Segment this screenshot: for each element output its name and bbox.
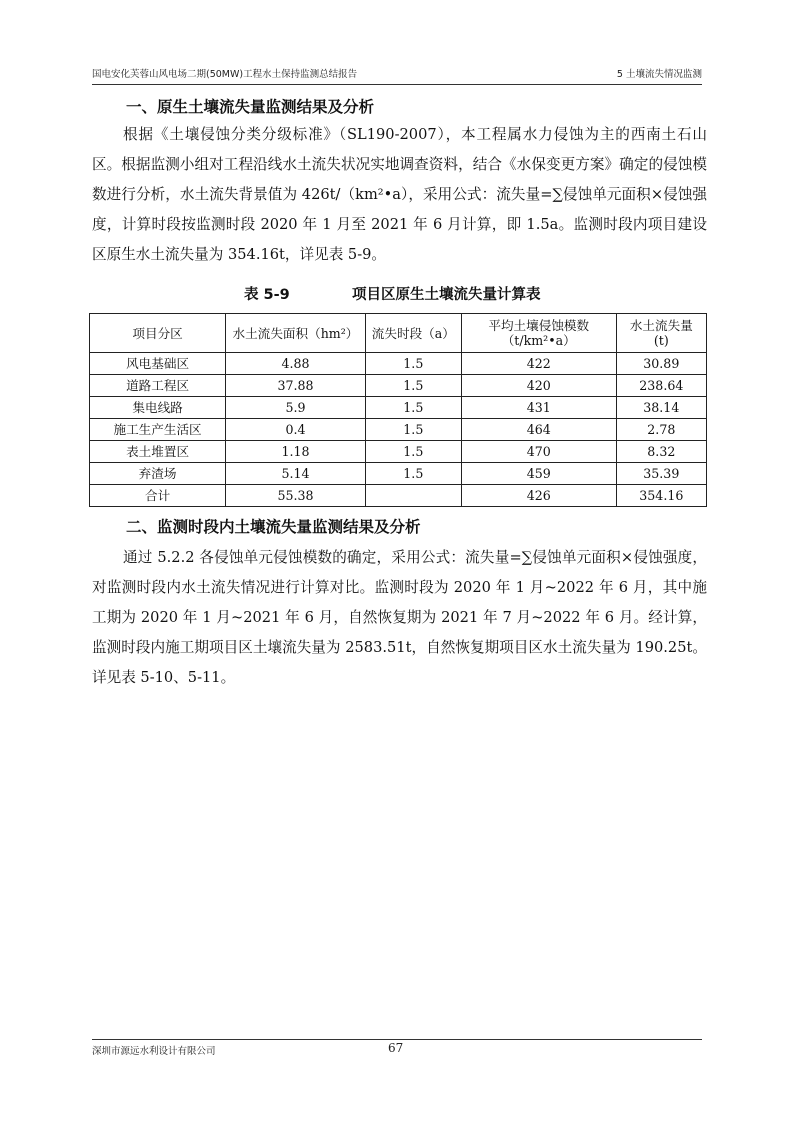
header-modulus bbox=[461, 314, 616, 353]
cell-area: 4.88 bbox=[226, 353, 366, 375]
header-rule bbox=[92, 84, 702, 85]
cell-area: 0.4 bbox=[226, 419, 366, 441]
soil-loss-table bbox=[89, 313, 707, 507]
table-caption-number: 表 5-9 bbox=[244, 287, 290, 303]
cell-loss: 8.32 bbox=[616, 441, 706, 463]
cell-zone: 风电基础区 bbox=[90, 353, 226, 375]
cell-period: 1.5 bbox=[365, 463, 461, 485]
cell-modulus: 426 bbox=[461, 485, 616, 507]
section1-paragraph: 根据《土壤侵蚀分类分级标准》（SL190-2007），本工程属水力侵蚀为主的西南土石山区。根据监测小组对工程沿线水土流失状况实地调查资料，结合《水保变更方案》确定的侵蚀模数进行分析，水土流失背景值为 426t/（km²•a），采用公式：流失量=∑侵蚀单元面积×侵蚀强度，计算时段按监测时段 2020 年 1 月至 2021 年 6 月计算，即 1.5a。监测时段内项目建设区原生水土流失量为 354.16t，详见表 5-9。 bbox=[92, 126, 707, 263]
cell-period: 1.5 bbox=[365, 397, 461, 419]
cell-modulus: 422 bbox=[461, 353, 616, 375]
section2-paragraph: 通过 5.2.2 各侵蚀单元侵蚀模数的确定，采用公式：流失量=∑侵蚀单元面积×侵蚀强度，对监测时段内水土流失情况进行计算对比。监测时段为 2020 年 1 月~2022 年 6 月，其中施工期为 2020 年 1 月~2021 年 6 月，自然恢复期为 2021 年 7 月~2022 年 6 月。经计算，监测时段内施工期项目区土壤流失量为 2583.51t，自然恢复期项目区水土流失量为 190.25t。详见表 5-10、5-11。 bbox=[92, 549, 707, 686]
footer-company: 深圳市源远水利设计有限公司 bbox=[92, 1046, 216, 1057]
cell-zone: 道路工程区 bbox=[90, 375, 226, 397]
footer-rule bbox=[92, 1039, 702, 1040]
cell-modulus: 431 bbox=[461, 397, 616, 419]
page-header bbox=[92, 66, 702, 82]
cell-period: 1.5 bbox=[365, 419, 461, 441]
cell-period: 1.5 bbox=[365, 353, 461, 375]
cell-area: 37.88 bbox=[226, 375, 366, 397]
table-row bbox=[90, 441, 707, 463]
table-row bbox=[90, 419, 707, 441]
header-loss-line1: 水土流失量 bbox=[629, 318, 693, 333]
header-report-title: 国电安化芙蓉山风电场二期(50MW)工程水土保持监测总结报告 bbox=[92, 69, 358, 80]
page-number: 67 bbox=[388, 1041, 404, 1055]
cell-area: 55.38 bbox=[226, 485, 366, 507]
header-period: 流失时段（a） bbox=[365, 314, 461, 353]
cell-period: 1.5 bbox=[365, 375, 461, 397]
cell-period: 1.5 bbox=[365, 441, 461, 463]
cell-loss: 38.14 bbox=[616, 397, 706, 419]
cell-loss: 2.78 bbox=[616, 419, 706, 441]
cell-zone: 施工生产生活区 bbox=[90, 419, 226, 441]
cell-modulus: 464 bbox=[461, 419, 616, 441]
cell-zone: 合计 bbox=[90, 485, 226, 507]
cell-zone: 弃渣场 bbox=[90, 463, 226, 485]
header-chapter-title: 5 土壤流失情况监测 bbox=[616, 69, 702, 80]
cell-area: 5.9 bbox=[226, 397, 366, 419]
section1-heading: 一、原生土壤流失量监测结果及分析 bbox=[126, 98, 375, 116]
section2-heading: 二、监测时段内土壤流失量监测结果及分析 bbox=[126, 518, 421, 536]
cell-modulus: 459 bbox=[461, 463, 616, 485]
header-loss bbox=[616, 314, 706, 353]
cell-modulus: 470 bbox=[461, 441, 616, 463]
header-loss-line2: (t) bbox=[653, 333, 669, 348]
table-row bbox=[90, 375, 707, 397]
cell-zone: 表土堆置区 bbox=[90, 441, 226, 463]
table-header-row bbox=[90, 314, 707, 353]
table-caption-title: 项目区原生土壤流失量计算表 bbox=[352, 287, 541, 303]
table-row bbox=[90, 463, 707, 485]
cell-zone: 集电线路 bbox=[90, 397, 226, 419]
table-row bbox=[90, 397, 707, 419]
cell-loss: 354.16 bbox=[616, 485, 706, 507]
header-modulus-line2: （t/km²•a） bbox=[501, 333, 576, 348]
cell-area: 5.14 bbox=[226, 463, 366, 485]
cell-loss: 35.39 bbox=[616, 463, 706, 485]
header-modulus-line1: 平均土壤侵蚀模数 bbox=[488, 318, 590, 333]
cell-area: 1.18 bbox=[226, 441, 366, 463]
cell-loss: 238.64 bbox=[616, 375, 706, 397]
cell-loss: 30.89 bbox=[616, 353, 706, 375]
header-zone: 项目分区 bbox=[90, 314, 226, 353]
table-row bbox=[90, 353, 707, 375]
header-area: 水土流失面积（hm²） bbox=[226, 314, 366, 353]
table-total-row bbox=[90, 485, 707, 507]
cell-modulus: 420 bbox=[461, 375, 616, 397]
cell-period bbox=[365, 485, 461, 507]
